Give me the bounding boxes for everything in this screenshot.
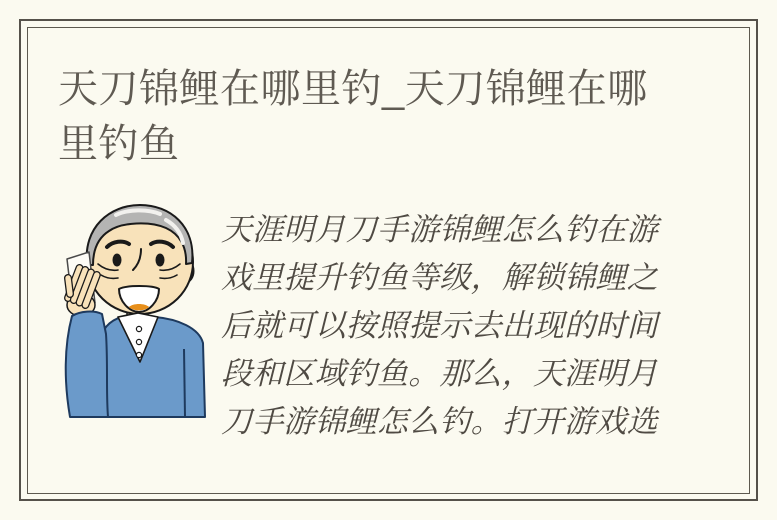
page-title bbox=[58, 62, 720, 172]
article-line: 后就可以按照提示去出现的时间 bbox=[221, 308, 658, 343]
sweater-arm-seam bbox=[184, 349, 185, 417]
page-title-line-2: 里钓鱼 bbox=[58, 122, 180, 166]
article-illustration bbox=[60, 202, 210, 422]
article-body bbox=[221, 206, 664, 446]
collar-button-2 bbox=[136, 339, 141, 344]
eye-left bbox=[113, 254, 122, 267]
page-title-line-1: 天刀锦鲤在哪里钓_天刀锦鲤在哪 bbox=[58, 67, 648, 111]
collar-button-3 bbox=[136, 352, 141, 357]
elderly-man-illustration bbox=[60, 202, 210, 422]
eye-right bbox=[156, 254, 165, 267]
article-line: 段和区域钓鱼。那么，天涯明月 bbox=[221, 356, 658, 391]
article-line: 戏里提升钓鱼等级，解锁锦鲤之 bbox=[221, 260, 658, 295]
collar-button-1 bbox=[136, 326, 141, 331]
article-line: 刀手游锦鲤怎么钓。打开游戏选 bbox=[221, 404, 658, 439]
article-line: 天涯明月刀手游锦鲤怎么钓在游 bbox=[221, 212, 658, 247]
sweater-sleeve bbox=[66, 312, 108, 417]
